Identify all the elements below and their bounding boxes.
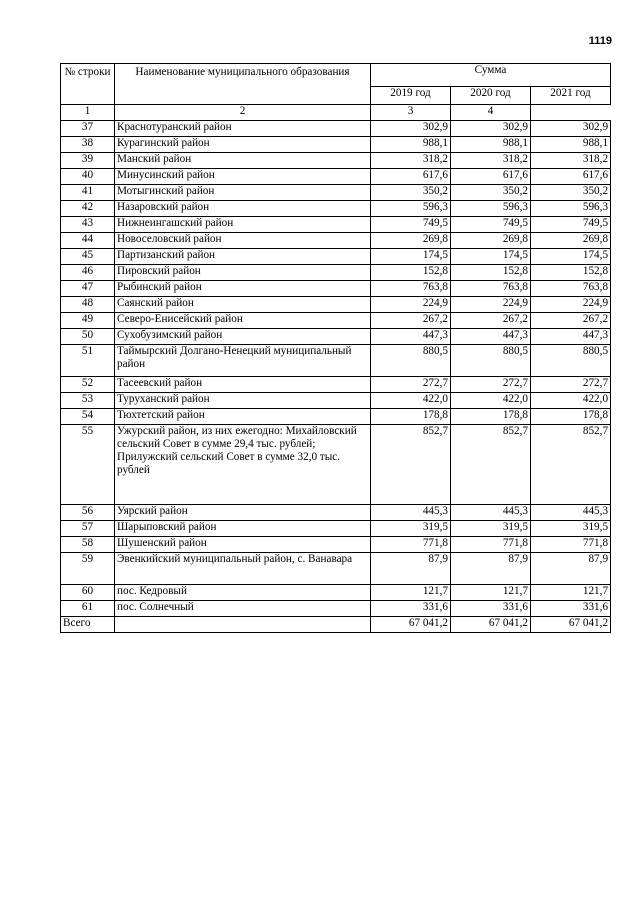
- row-number: 37: [61, 121, 115, 137]
- table-row: [61, 217, 611, 233]
- value-2019: 267,2: [371, 313, 451, 329]
- value-2020: 87,9: [451, 553, 531, 585]
- row-number: 61: [61, 601, 115, 617]
- value-2021: 447,3: [531, 329, 611, 345]
- table-row: [61, 137, 611, 153]
- value-2021: 87,9: [531, 553, 611, 585]
- value-2021: 763,8: [531, 281, 611, 297]
- value-2020: 749,5: [451, 217, 531, 233]
- table-row: [61, 425, 611, 505]
- value-2019: 269,8: [371, 233, 451, 249]
- table-row: [61, 585, 611, 601]
- value-2019: 302,9: [371, 121, 451, 137]
- row-number: 56: [61, 505, 115, 521]
- value-2020: 121,7: [451, 585, 531, 601]
- value-2020: 596,3: [451, 201, 531, 217]
- municipality-name: Уярский район: [115, 505, 371, 521]
- row-number: 52: [61, 377, 115, 393]
- municipality-name: Эвенкийский муниципальный район, с. Ванавара: [115, 553, 371, 585]
- column-index: 4: [451, 105, 531, 121]
- value-2020: 447,3: [451, 329, 531, 345]
- value-2019: 318,2: [371, 153, 451, 169]
- value-2021: 152,8: [531, 265, 611, 281]
- value-2021: 267,2: [531, 313, 611, 329]
- value-2019: 224,9: [371, 297, 451, 313]
- value-2020: 350,2: [451, 185, 531, 201]
- municipality-name: пос. Солнечный: [115, 601, 371, 617]
- value-2020: 771,8: [451, 537, 531, 553]
- municipality-name: Партизанский район: [115, 249, 371, 265]
- value-2021: 422,0: [531, 393, 611, 409]
- value-2021: 319,5: [531, 521, 611, 537]
- municipality-name: Шарыповский район: [115, 521, 371, 537]
- municipality-name: Рыбинский район: [115, 281, 371, 297]
- table-row: [61, 297, 611, 313]
- value-2021: 302,9: [531, 121, 611, 137]
- row-number: 39: [61, 153, 115, 169]
- table-row: [61, 185, 611, 201]
- table-row: [61, 201, 611, 217]
- value-2020: 272,7: [451, 377, 531, 393]
- value-2021: 174,5: [531, 249, 611, 265]
- table-row: [61, 345, 611, 377]
- header-municipality-name: Наименование муниципального образования: [115, 64, 371, 105]
- value-2021: 771,8: [531, 537, 611, 553]
- table-row: [61, 393, 611, 409]
- value-2019: 771,8: [371, 537, 451, 553]
- column-index: 1: [61, 105, 115, 121]
- municipality-name: Таймырский Долгано-Ненецкий муниципальный район: [115, 345, 371, 377]
- value-2019: 596,3: [371, 201, 451, 217]
- municipality-name: Тюхтетский район: [115, 409, 371, 425]
- row-number: 59: [61, 553, 115, 585]
- value-2021: 224,9: [531, 297, 611, 313]
- value-2019: 422,0: [371, 393, 451, 409]
- value-2021: 318,2: [531, 153, 611, 169]
- value-2019: 87,9: [371, 553, 451, 585]
- value-2019: 272,7: [371, 377, 451, 393]
- municipality-name: Краснотуранский район: [115, 121, 371, 137]
- municipal-sum-table: [60, 63, 611, 633]
- municipality-name: Саянский район: [115, 297, 371, 313]
- row-number: 50: [61, 329, 115, 345]
- value-2021: 178,8: [531, 409, 611, 425]
- value-2019: 749,5: [371, 217, 451, 233]
- table-row: [61, 249, 611, 265]
- row-number: 42: [61, 201, 115, 217]
- value-2020: 174,5: [451, 249, 531, 265]
- value-2021: 121,7: [531, 585, 611, 601]
- row-number: 48: [61, 297, 115, 313]
- value-2020: 763,8: [451, 281, 531, 297]
- value-2020: 852,7: [451, 425, 531, 505]
- value-2019: 319,5: [371, 521, 451, 537]
- table-row: [61, 329, 611, 345]
- municipality-name: Курагинский район: [115, 137, 371, 153]
- value-2019: 178,8: [371, 409, 451, 425]
- table-row: [61, 601, 611, 617]
- row-number: 46: [61, 265, 115, 281]
- table-row: [61, 169, 611, 185]
- municipality-name: Нижнеингашский район: [115, 217, 371, 233]
- row-number: 60: [61, 585, 115, 601]
- municipality-name: Шушенский район: [115, 537, 371, 553]
- value-2019: 617,6: [371, 169, 451, 185]
- value-2020: 422,0: [451, 393, 531, 409]
- value-2020: 224,9: [451, 297, 531, 313]
- value-2021: 331,6: [531, 601, 611, 617]
- value-2021: 272,7: [531, 377, 611, 393]
- value-2019: 152,8: [371, 265, 451, 281]
- value-2021: 852,7: [531, 425, 611, 505]
- value-2020: 178,8: [451, 409, 531, 425]
- value-2019: 880,5: [371, 345, 451, 377]
- municipality-name: Манский район: [115, 153, 371, 169]
- value-2021: 749,5: [531, 217, 611, 233]
- value-2019: 763,8: [371, 281, 451, 297]
- header-sum: Сумма: [371, 64, 611, 87]
- header-row-number: № строки: [61, 64, 115, 105]
- value-2019: 445,3: [371, 505, 451, 521]
- value-2021: 269,8: [531, 233, 611, 249]
- value-2021: 445,3: [531, 505, 611, 521]
- total-2019: 67 041,2: [371, 617, 451, 633]
- value-2019: 331,6: [371, 601, 451, 617]
- value-2020: 152,8: [451, 265, 531, 281]
- row-number: 43: [61, 217, 115, 233]
- row-number: 45: [61, 249, 115, 265]
- table-body: [61, 121, 611, 617]
- municipality-name: Пировский район: [115, 265, 371, 281]
- row-number: 44: [61, 233, 115, 249]
- total-row: [61, 617, 611, 633]
- row-number: 54: [61, 409, 115, 425]
- total-name-empty: [115, 617, 371, 633]
- total-2021: 67 041,2: [531, 617, 611, 633]
- row-number: 57: [61, 521, 115, 537]
- table-row: [61, 121, 611, 137]
- table-row: [61, 409, 611, 425]
- value-2020: 617,6: [451, 169, 531, 185]
- header-year-2019: 2019 год: [371, 87, 451, 105]
- value-2020: 445,3: [451, 505, 531, 521]
- value-2021: 988,1: [531, 137, 611, 153]
- value-2021: 596,3: [531, 201, 611, 217]
- table-row: [61, 521, 611, 537]
- value-2019: 852,7: [371, 425, 451, 505]
- value-2020: 319,5: [451, 521, 531, 537]
- municipality-name: Мотыгинский район: [115, 185, 371, 201]
- value-2020: 880,5: [451, 345, 531, 377]
- municipality-name: Северо-Енисейский район: [115, 313, 371, 329]
- table-row: [61, 377, 611, 393]
- total-label: Всего: [61, 617, 115, 633]
- value-2019: 447,3: [371, 329, 451, 345]
- table-row: [61, 553, 611, 585]
- municipality-name: Тасеевский район: [115, 377, 371, 393]
- row-number: 47: [61, 281, 115, 297]
- municipality-name: Ужурский район, из них ежегодно: Михайловский сельский Совет в сумме 29,4 тыс. рублей; Прилужский сельский Совет в сумме 32,0 тыс. рублей: [115, 425, 371, 505]
- table-row: [61, 313, 611, 329]
- value-2020: 267,2: [451, 313, 531, 329]
- row-number: 55: [61, 425, 115, 505]
- municipality-name: Назаровский район: [115, 201, 371, 217]
- row-number: 38: [61, 137, 115, 153]
- value-2019: 121,7: [371, 585, 451, 601]
- value-2019: 174,5: [371, 249, 451, 265]
- value-2021: 617,6: [531, 169, 611, 185]
- value-2020: 318,2: [451, 153, 531, 169]
- row-number: 53: [61, 393, 115, 409]
- table-row: [61, 153, 611, 169]
- column-index: 2: [115, 105, 371, 121]
- row-number: 51: [61, 345, 115, 377]
- municipality-name: Туруханский район: [115, 393, 371, 409]
- row-number: 58: [61, 537, 115, 553]
- total-2020: 67 041,2: [451, 617, 531, 633]
- value-2021: 350,2: [531, 185, 611, 201]
- municipality-name: Сухобузимский район: [115, 329, 371, 345]
- value-2020: 988,1: [451, 137, 531, 153]
- row-number: 40: [61, 169, 115, 185]
- table-row: [61, 505, 611, 521]
- value-2020: 331,6: [451, 601, 531, 617]
- table-row: [61, 537, 611, 553]
- value-2021: 880,5: [531, 345, 611, 377]
- value-2019: 350,2: [371, 185, 451, 201]
- header-year-2021: 2021 год: [531, 87, 611, 105]
- municipality-name: Минусинский район: [115, 169, 371, 185]
- table-row: [61, 281, 611, 297]
- value-2020: 269,8: [451, 233, 531, 249]
- column-index: 3: [371, 105, 451, 121]
- value-2019: 988,1: [371, 137, 451, 153]
- table-row: [61, 233, 611, 249]
- page-number: 1119: [588, 35, 612, 47]
- row-number: 49: [61, 313, 115, 329]
- municipality-name: пос. Кедровый: [115, 585, 371, 601]
- value-2020: 302,9: [451, 121, 531, 137]
- header-year-2020: 2020 год: [451, 87, 531, 105]
- municipality-name: Новоселовский район: [115, 233, 371, 249]
- row-number: 41: [61, 185, 115, 201]
- table-row: [61, 265, 611, 281]
